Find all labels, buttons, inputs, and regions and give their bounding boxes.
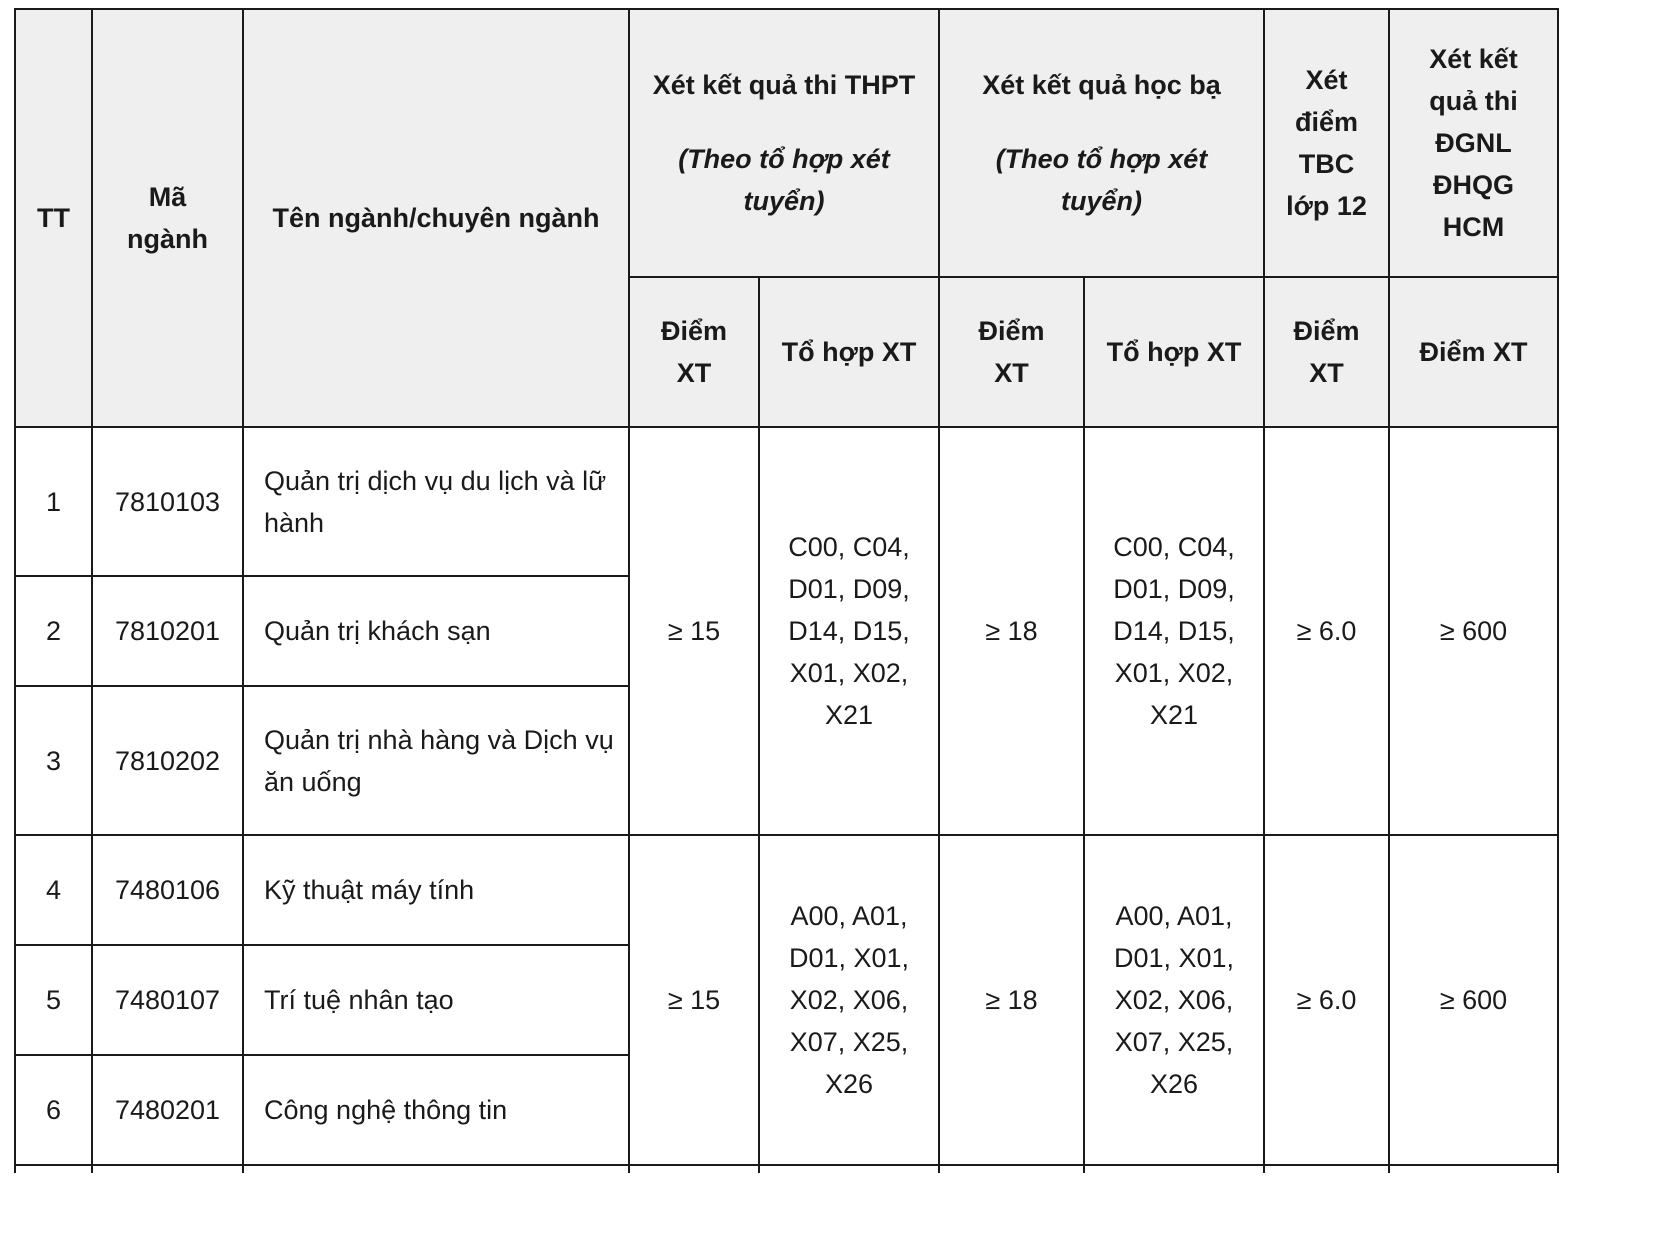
cell-tt: 5 xyxy=(15,945,92,1055)
cell-ten-nganh: Trí tuệ nhân tạo xyxy=(243,945,629,1055)
header-tbc-line: lớp 12 xyxy=(1286,191,1367,221)
header-dgnl-line: ĐGNL xyxy=(1435,128,1512,158)
cell-ma-nganh: 7810201 xyxy=(92,576,243,686)
header-thpt-sub: tuyển) xyxy=(743,186,825,216)
subheader-line: Điểm xyxy=(1293,316,1360,346)
header-thpt xyxy=(629,9,939,277)
cell-dgnl-diem: ≥ 600 xyxy=(1389,427,1558,835)
subheader-line: Điểm xyxy=(660,316,728,346)
tohop-line: D14, D15, xyxy=(1113,616,1235,646)
cell-ma-nganh: 7480106 xyxy=(92,835,243,945)
subheader-line: XT xyxy=(1309,358,1344,388)
header-thpt-sub: (Theo tổ hợp xét xyxy=(678,144,890,174)
tohop-line: X26 xyxy=(824,1069,874,1099)
cell-ten-line: Quản trị dịch vụ du lịch và lữ xyxy=(264,465,607,496)
tohop-line: X02, X06, xyxy=(789,985,909,1015)
tohop-line: X07, X25, xyxy=(789,1027,909,1057)
subheader-line: XT xyxy=(994,358,1029,388)
cell-hocba-diem: ≥ 18 xyxy=(939,427,1084,835)
tohop-line: X26 xyxy=(1149,1069,1199,1099)
cell-ten-line: ăn uống xyxy=(264,766,362,797)
header-row-main xyxy=(15,9,1558,277)
header-tbc-line: điểm xyxy=(1294,107,1359,137)
header-tbc-line: TBC xyxy=(1298,149,1355,179)
cell-tt: 3 xyxy=(15,686,92,835)
subheader-line: Điểm xyxy=(978,316,1045,346)
tohop-line: X02, X06, xyxy=(1114,985,1234,1015)
cell-tt: 4 xyxy=(15,835,92,945)
header-tbc-line: Xét xyxy=(1305,65,1348,95)
subheader-thpt-diem xyxy=(629,277,759,427)
tohop-line: X01, X02, xyxy=(789,658,909,688)
header-hocba xyxy=(939,9,1264,277)
cell-ma-nganh: 7810103 xyxy=(92,427,243,576)
table-row-cutoff xyxy=(15,1165,1558,1173)
tohop-line: D01, D09, xyxy=(1113,574,1235,604)
subheader-tbc-diem xyxy=(1264,277,1389,427)
cell-ten-line: Quản trị nhà hàng và Dịch vụ xyxy=(264,724,614,755)
tohop-line: D01, X01, xyxy=(1113,943,1235,973)
cell-ma-nganh: 7480201 xyxy=(92,1055,243,1165)
subheader-hocba-tohop: Tổ hợp XT xyxy=(1084,277,1264,427)
header-hocba-sub: tuyển) xyxy=(1061,186,1142,216)
header-ma-nganh-line: ngành xyxy=(127,224,208,254)
tohop-line: A00, A01, xyxy=(790,901,908,931)
cell-ten-nganh: Quản trị khách sạn xyxy=(243,576,629,686)
header-ten-nganh: Tên ngành/chuyên ngành xyxy=(243,9,629,427)
tohop-line: X01, X02, xyxy=(1114,658,1234,688)
cell-ten-nganh: Công nghệ thông tin xyxy=(243,1055,629,1165)
cell-ma-nganh: 7480107 xyxy=(92,945,243,1055)
cell-ten-nganh xyxy=(243,686,629,835)
cell-ten-nganh: Kỹ thuật máy tính xyxy=(243,835,629,945)
tohop-line: X21 xyxy=(824,700,874,730)
header-dgnl-line: Xét kết xyxy=(1429,44,1518,74)
cell-ma-nganh: 7810202 xyxy=(92,686,243,835)
header-hocba-sub: (Theo tổ hợp xét xyxy=(995,144,1208,174)
cell-tt: 1 xyxy=(15,427,92,576)
header-tt: TT xyxy=(15,9,92,427)
cell-thpt-tohop xyxy=(759,835,939,1165)
table-row xyxy=(15,427,1558,576)
cell-dgnl-diem: ≥ 600 xyxy=(1389,835,1558,1165)
cell-hocba-diem: ≥ 18 xyxy=(939,835,1084,1165)
tohop-line: C00, C04, xyxy=(788,532,910,562)
cell-ten-nganh xyxy=(243,427,629,576)
cell-thpt-tohop xyxy=(759,427,939,835)
tohop-line: X07, X25, xyxy=(1114,1027,1234,1057)
table-row xyxy=(15,835,1558,945)
header-tbc xyxy=(1264,9,1389,277)
header-thpt-title: Xét kết quả thi THPT xyxy=(652,70,916,100)
admission-table-container xyxy=(14,8,1559,1173)
tohop-line: D01, D09, xyxy=(788,574,910,604)
cell-hocba-tohop xyxy=(1084,427,1264,835)
cell-ten-line: hành xyxy=(264,507,325,538)
subheader-line: XT xyxy=(676,358,712,388)
header-ma-nganh xyxy=(92,9,243,427)
tohop-line: D14, D15, xyxy=(788,616,910,646)
tohop-line: D01, X01, xyxy=(788,943,910,973)
subheader-thpt-tohop: Tổ hợp XT xyxy=(759,277,939,427)
header-dgnl-line: quả thi xyxy=(1429,86,1518,116)
admission-table xyxy=(14,8,1559,1173)
tohop-line: C00, C04, xyxy=(1113,532,1235,562)
header-dgnl xyxy=(1389,9,1558,277)
cell-tbc-diem: ≥ 6.0 xyxy=(1264,835,1389,1165)
cell-tt: 2 xyxy=(15,576,92,686)
cell-tbc-diem: ≥ 6.0 xyxy=(1264,427,1389,835)
subheader-hocba-diem xyxy=(939,277,1084,427)
cell-tt: 6 xyxy=(15,1055,92,1165)
header-ma-nganh-line: Mã xyxy=(148,182,187,212)
subheader-dgnl-diem: Điểm XT xyxy=(1389,277,1558,427)
cell-thpt-diem: ≥ 15 xyxy=(629,427,759,835)
cell-thpt-diem: ≥ 15 xyxy=(629,835,759,1165)
header-dgnl-line: ĐHQG xyxy=(1433,170,1514,200)
header-dgnl-line: HCM xyxy=(1442,212,1505,242)
tohop-line: X21 xyxy=(1149,700,1199,730)
tohop-line: A00, A01, xyxy=(1115,901,1233,931)
header-hocba-title: Xét kết quả học bạ xyxy=(982,70,1221,100)
cell-hocba-tohop xyxy=(1084,835,1264,1165)
